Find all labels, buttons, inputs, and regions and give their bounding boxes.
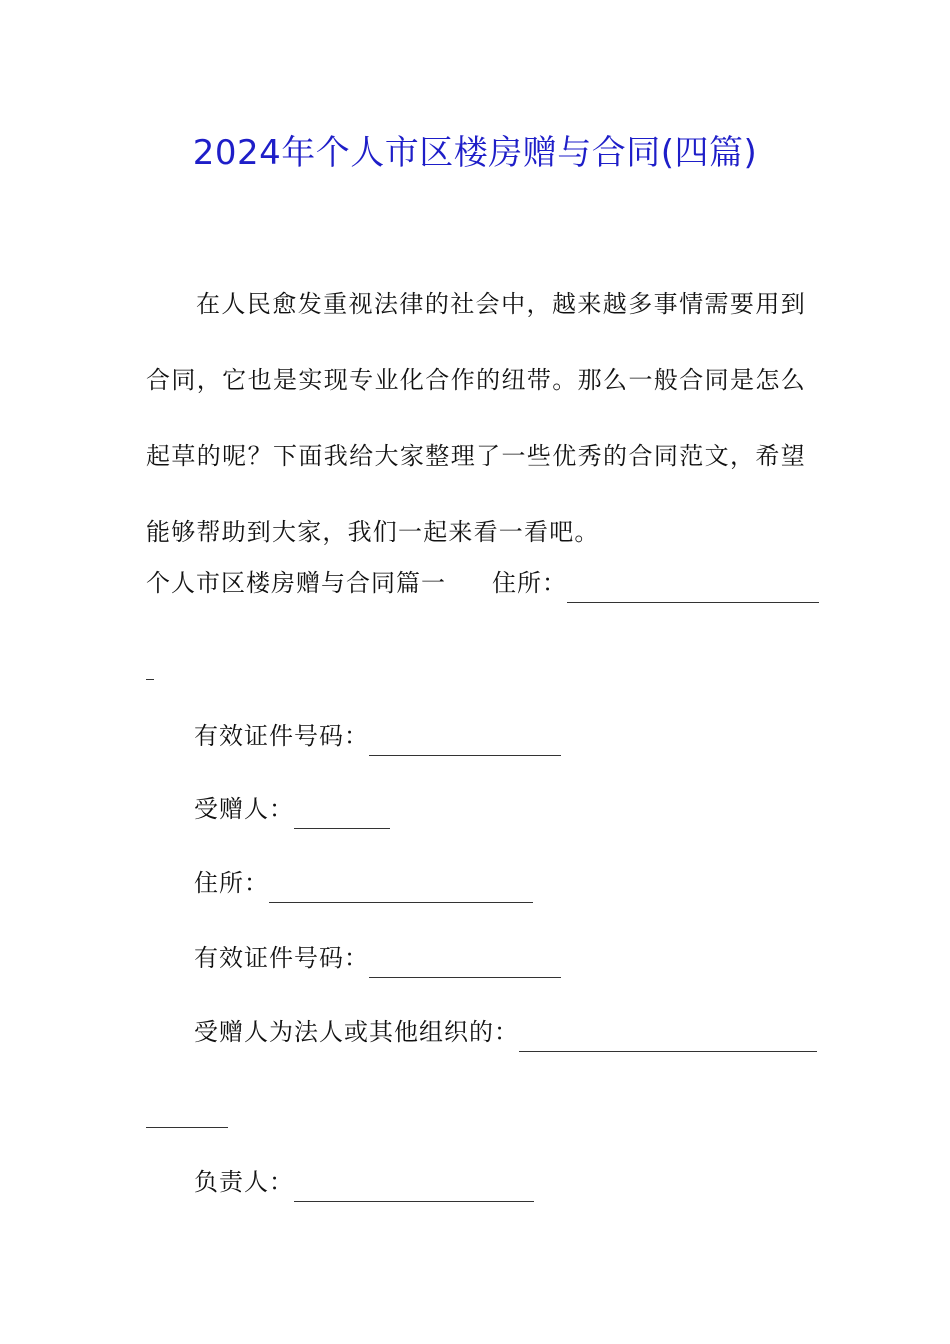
donee-org-label: 受赠人为法人或其他组织的： <box>194 1018 519 1046</box>
id-number-blank-2[interactable] <box>369 949 561 978</box>
donee-org-blank[interactable] <box>519 1023 817 1052</box>
id-number-label-1: 有效证件号码： <box>194 722 369 750</box>
residence-label-1: 住所： <box>492 569 567 597</box>
residence-blank-2[interactable] <box>269 874 533 903</box>
person-in-charge-label: 负责人： <box>194 1168 294 1196</box>
donee-blank[interactable] <box>294 800 390 829</box>
section-heading-line <box>146 563 819 603</box>
person-in-charge-line <box>194 1162 534 1202</box>
donee-org-continuation <box>146 1088 228 1128</box>
person-in-charge-blank[interactable] <box>294 1173 534 1202</box>
intro-paragraph: 在人民愈发重视法律的社会中，越来越多事情需要用到合同，它也是实现专业化合作的纽带。那么一般合同是怎么起草的呢？下面我给大家整理了一些优秀的合同范文，希望能够帮助到大家，我们一起来看一看吧。 <box>146 290 806 546</box>
residence-blank-continuation <box>146 640 154 680</box>
id-number-line-2 <box>194 938 561 978</box>
residence-line-2 <box>194 863 533 903</box>
id-number-line-1 <box>194 716 561 756</box>
donee-org-blank-overflow[interactable] <box>146 1099 228 1128</box>
donee-label: 受赠人： <box>194 795 294 823</box>
residence-blank-1-overflow[interactable] <box>146 651 154 680</box>
section-heading: 个人市区楼房赠与合同篇一 <box>146 569 446 597</box>
id-number-label-2: 有效证件号码： <box>194 944 369 972</box>
donee-line <box>194 789 390 829</box>
residence-blank-1[interactable] <box>567 574 819 603</box>
document-title: 2024年个人市区楼房赠与合同(四篇) <box>192 133 758 173</box>
id-number-blank-1[interactable] <box>369 727 561 756</box>
donee-org-line <box>194 1012 817 1052</box>
residence-label-2: 住所： <box>194 869 269 897</box>
